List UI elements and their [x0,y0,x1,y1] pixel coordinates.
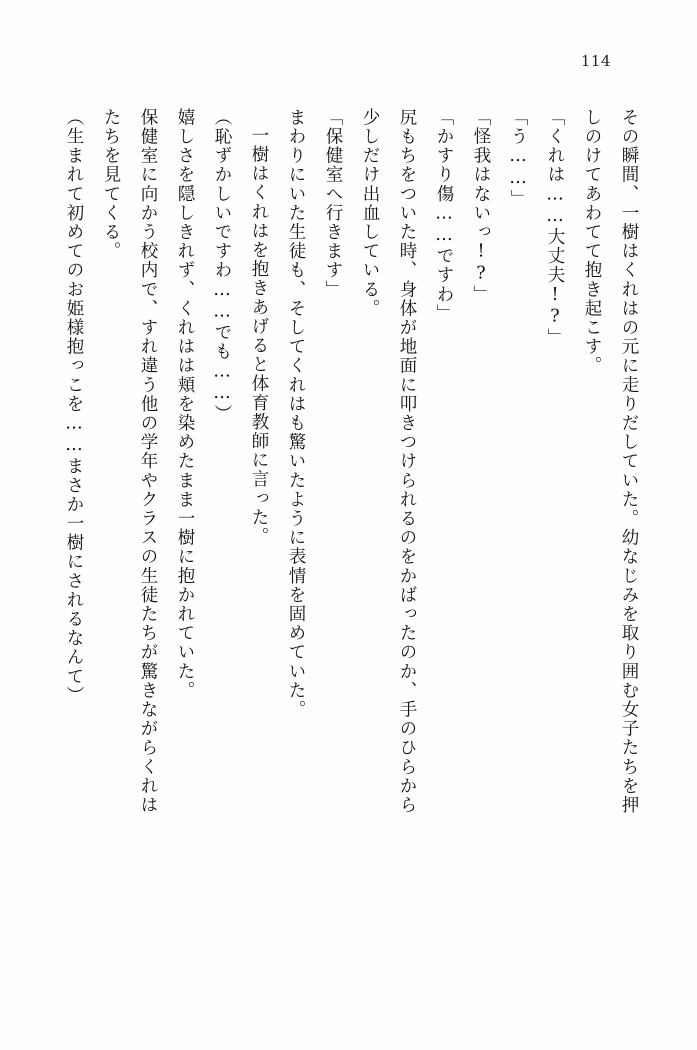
text-line: 「う……」 [508,108,528,209]
text-line: 一樹はくれはを抱きあげると体育教師に言った。 [249,126,269,547]
text-line: （恥ずかしいですわ……でも……） [212,108,232,424]
text-line: 「怪我はないっ!?」 [471,108,491,304]
text-line: その瞬間、一樹はくれはの元に走りだしていた。幼なじみを取り囲む女子たちを押 [619,108,639,815]
text-line: 「保健室へ行きます」 [323,108,343,299]
text-line: 少しだけ出血している。 [360,108,380,319]
text-line: 嬉しさを隠しきれず、くれはは頬を染めたまま一樹に抱かれていた。 [175,108,195,701]
text-line: 「くれは……大丈夫!?」 [545,108,565,348]
page-text-body [48,108,637,990]
text-line: 尻もちをついた時、身体が地面に叩きつけられるのをかばったのか、手のひらから [397,108,417,815]
text-line: 保健室に向かう校内で、すれ違う他の学年やクラスの生徒たちが驚きながらくれは [138,108,158,815]
text-line: まわりにいた生徒も、そしてくれはも驚いたように表情を固めていた。 [286,108,306,720]
text-line: たちを見てくる。 [101,108,121,261]
text-line: しのけてあわてて抱き起こす。 [582,108,602,376]
text-line: 「かすり傷……ですわ」 [434,108,454,324]
page-number: 114 [580,52,611,70]
text-line: （生まれて初めてのお姫様抱っこを……まさか一樹にされるなんて） [64,108,84,706]
